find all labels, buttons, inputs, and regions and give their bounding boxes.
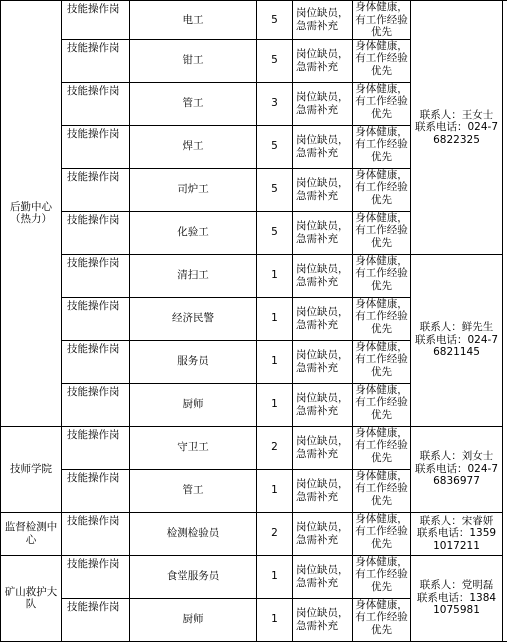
note-cell: 岗位缺员，急需补充 xyxy=(293,254,353,297)
count-cell: 3 xyxy=(257,82,293,125)
count-cell: 2 xyxy=(257,426,293,469)
table-row xyxy=(1,254,507,297)
count-cell: 1 xyxy=(257,340,293,383)
note-cell: 岗位缺员，急需补充 xyxy=(293,125,353,168)
category-cell: 技能操作岗 xyxy=(62,426,130,469)
requirement-cell: 身体健康，有工作经验优先 xyxy=(353,383,411,426)
position-cell: 食堂服务员 xyxy=(130,555,257,598)
category-cell: 技能操作岗 xyxy=(62,383,130,426)
table-row xyxy=(1,1,507,40)
count-cell: 5 xyxy=(257,1,293,40)
note-cell: 岗位缺员，急需补充 xyxy=(293,598,353,641)
requirement-cell: 身体健康，有工作经验优先 xyxy=(353,168,411,211)
dept-cell: 技师学院 xyxy=(1,426,62,512)
note-cell: 岗位缺员，急需补充 xyxy=(293,340,353,383)
count-cell: 5 xyxy=(257,39,293,82)
position-cell: 清扫工 xyxy=(130,254,257,297)
note-cell: 岗位缺员，急需补充 xyxy=(293,555,353,598)
count-cell: 1 xyxy=(257,469,293,512)
note-cell: 岗位缺员，急需补充 xyxy=(293,297,353,340)
position-cell: 焊工 xyxy=(130,125,257,168)
count-cell: 1 xyxy=(257,297,293,340)
count-cell: 5 xyxy=(257,211,293,254)
requirement-cell: 身体健康，有工作经验优先 xyxy=(353,340,411,383)
table-row xyxy=(1,555,507,598)
note-cell: 岗位缺员，急需补充 xyxy=(293,383,353,426)
contact-cell: 联系人：王女士 联系电话：024-76822325 xyxy=(411,1,503,255)
requirement-cell: 身体健康，有工作经验优先 xyxy=(353,426,411,469)
note-cell: 岗位缺员，急需补充 xyxy=(293,168,353,211)
position-cell: 服务员 xyxy=(130,340,257,383)
count-cell: 5 xyxy=(257,125,293,168)
requirement-cell: 身体健康，有工作经验优先 xyxy=(353,297,411,340)
note-cell: 岗位缺员，急需补充 xyxy=(293,82,353,125)
category-cell: 技能操作岗 xyxy=(62,340,130,383)
contact-cell: 联系人：鲜先生 联系电话：024-76821145 xyxy=(411,254,503,426)
dept-cell: 后勤中心（热力） xyxy=(1,1,62,427)
requirement-cell: 身体健康，有工作经验优先 xyxy=(353,82,411,125)
position-cell: 检测检验员 xyxy=(130,512,257,555)
count-cell: 1 xyxy=(257,555,293,598)
count-cell: 1 xyxy=(257,598,293,641)
category-cell: 技能操作岗 xyxy=(62,512,130,555)
count-cell: 5 xyxy=(257,168,293,211)
requirement-cell: 身体健康，有工作经验优先 xyxy=(353,555,411,598)
table-row xyxy=(1,512,507,555)
contact-cell: 联系人：刘女士 联系电话：024-76836977 xyxy=(411,426,503,512)
position-cell: 厨师 xyxy=(130,383,257,426)
position-cell: 化验工 xyxy=(130,211,257,254)
position-cell: 管工 xyxy=(130,469,257,512)
category-cell: 技能操作岗 xyxy=(62,598,130,641)
category-cell: 技能操作岗 xyxy=(62,297,130,340)
requirement-cell: 身体健康，有工作经验优先 xyxy=(353,512,411,555)
count-cell: 2 xyxy=(257,512,293,555)
table-row xyxy=(1,426,507,469)
note-cell: 岗位缺员，急需补充 xyxy=(293,39,353,82)
position-cell: 经济民警 xyxy=(130,297,257,340)
category-cell: 技能操作岗 xyxy=(62,39,130,82)
count-cell: 1 xyxy=(257,383,293,426)
requirement-cell: 身体健康，有工作经验优先 xyxy=(353,469,411,512)
note-cell: 岗位缺员，急需补充 xyxy=(293,1,353,40)
note-cell: 岗位缺员，急需补充 xyxy=(293,211,353,254)
position-cell: 司炉工 xyxy=(130,168,257,211)
category-cell: 技能操作岗 xyxy=(62,82,130,125)
requirement-cell: 身体健康，有工作经验优先 xyxy=(353,125,411,168)
contact-cell: 联系人：宋睿妍 联系电话：13591017211 xyxy=(411,512,503,555)
requirement-cell: 身体健康，有工作经验优先 xyxy=(353,598,411,641)
note-cell: 岗位缺员，急需补充 xyxy=(293,512,353,555)
category-cell: 技能操作岗 xyxy=(62,125,130,168)
count-cell: 1 xyxy=(257,254,293,297)
category-cell: 技能操作岗 xyxy=(62,254,130,297)
requirement-cell: 身体健康，有工作经验优先 xyxy=(353,1,411,40)
position-cell: 守卫工 xyxy=(130,426,257,469)
position-cell: 厨师 xyxy=(130,598,257,641)
note-cell: 岗位缺员，急需补充 xyxy=(293,426,353,469)
position-cell: 电工 xyxy=(130,1,257,40)
category-cell: 技能操作岗 xyxy=(62,469,130,512)
position-cell: 钳工 xyxy=(130,39,257,82)
dept-cell: 矿山救护大队 xyxy=(1,555,62,641)
requirement-cell: 身体健康，有工作经验优先 xyxy=(353,39,411,82)
category-cell: 技能操作岗 xyxy=(62,211,130,254)
category-cell: 技能操作岗 xyxy=(62,555,130,598)
requirement-cell: 身体健康，有工作经验优先 xyxy=(353,211,411,254)
category-cell: 技能操作岗 xyxy=(62,1,130,40)
right-edge xyxy=(503,1,507,642)
note-cell: 岗位缺员，急需补充 xyxy=(293,469,353,512)
requirement-cell: 身体健康，有工作经验优先 xyxy=(353,254,411,297)
category-cell: 技能操作岗 xyxy=(62,168,130,211)
position-cell: 管工 xyxy=(130,82,257,125)
dept-cell: 监督检测中心 xyxy=(1,512,62,555)
contact-cell: 联系人：党明磊 联系电话：13841075981 xyxy=(411,555,503,641)
